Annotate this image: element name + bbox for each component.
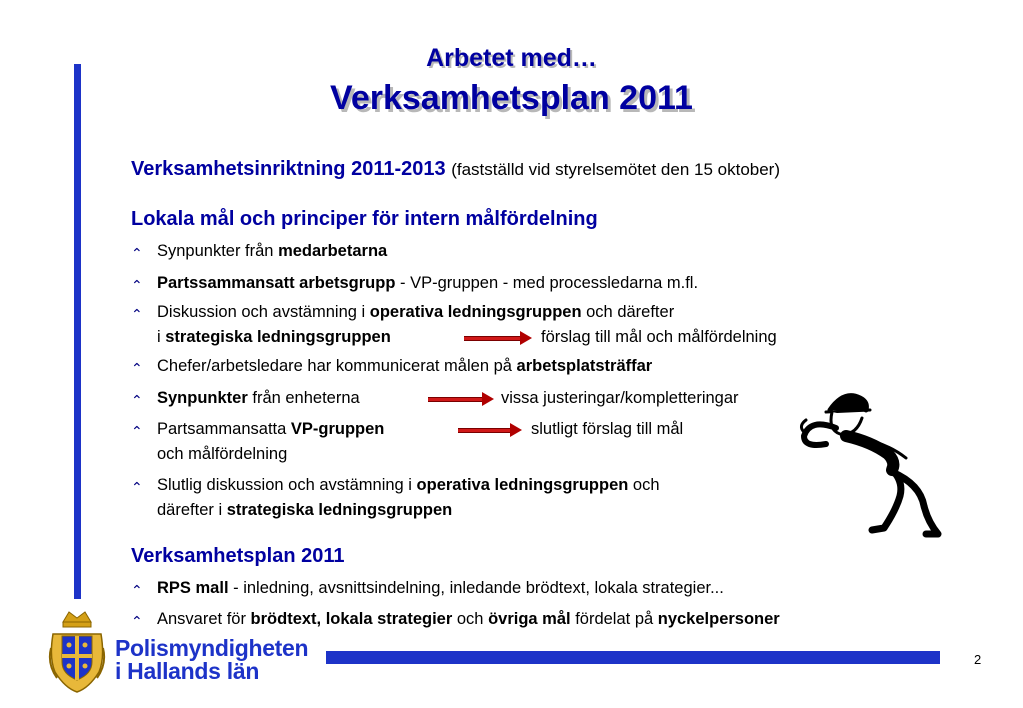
arrowhead-bullet-icon: ⌃	[131, 613, 143, 629]
footer-accent-bar	[326, 651, 940, 664]
arrowhead-bullet-icon: ⌃	[131, 479, 143, 495]
bullet-diskussion-result: förslag till mål och målfördelning	[541, 328, 777, 346]
arrowhead-bullet-icon: ⌃	[131, 277, 143, 293]
arrowhead-bullet-icon: ⌃	[131, 245, 143, 261]
section-heading-verksamhetsplan: Verksamhetsplan 2011	[131, 545, 345, 567]
org-name-line-1: Polismyndigheten	[115, 635, 309, 661]
org-name-line-2: i Hallands län	[115, 658, 260, 684]
page-number: 2	[974, 652, 982, 667]
arrowhead-bullet-icon: ⌃	[131, 423, 143, 439]
bullet-vp-gruppen-continuation: och målfördelning	[157, 445, 288, 463]
section-heading-lokala-mal: Lokala mål och principer för intern målfördelning	[131, 208, 598, 230]
heading-text: Verksamhetsinriktning 2011-2013	[131, 158, 446, 180]
bullet-synpunkter-result: vissa justeringar/kompletteringar	[501, 389, 739, 407]
bullet-slutlig-continuation: därefter i strategiska ledningsgruppen	[157, 501, 453, 519]
section-heading-verksamhetsinriktning	[131, 158, 780, 181]
right-arrow-icon	[458, 426, 522, 435]
bullet-diskussion-continuation: i strategiska ledningsgruppen	[157, 328, 391, 346]
arrowhead-bullet-icon: ⌃	[131, 582, 143, 598]
title-line-1: Arbetet med…	[426, 44, 597, 72]
listening-figure-illustration	[796, 388, 946, 538]
police-crest-logo	[47, 608, 107, 694]
title-line-2: Verksamhetsplan 2011	[330, 79, 693, 117]
arrowhead-bullet-icon: ⌃	[131, 392, 143, 408]
right-arrow-icon	[428, 395, 494, 404]
arrowhead-bullet-icon: ⌃	[131, 360, 143, 376]
heading-note: (fastställd vid styrelsemötet den 15 oktober)	[451, 160, 781, 179]
right-arrow-icon	[464, 334, 532, 343]
left-accent-bar	[74, 64, 81, 599]
bullet-vp-gruppen-result: slutligt förslag till mål	[531, 420, 684, 438]
arrowhead-bullet-icon: ⌃	[131, 306, 143, 322]
